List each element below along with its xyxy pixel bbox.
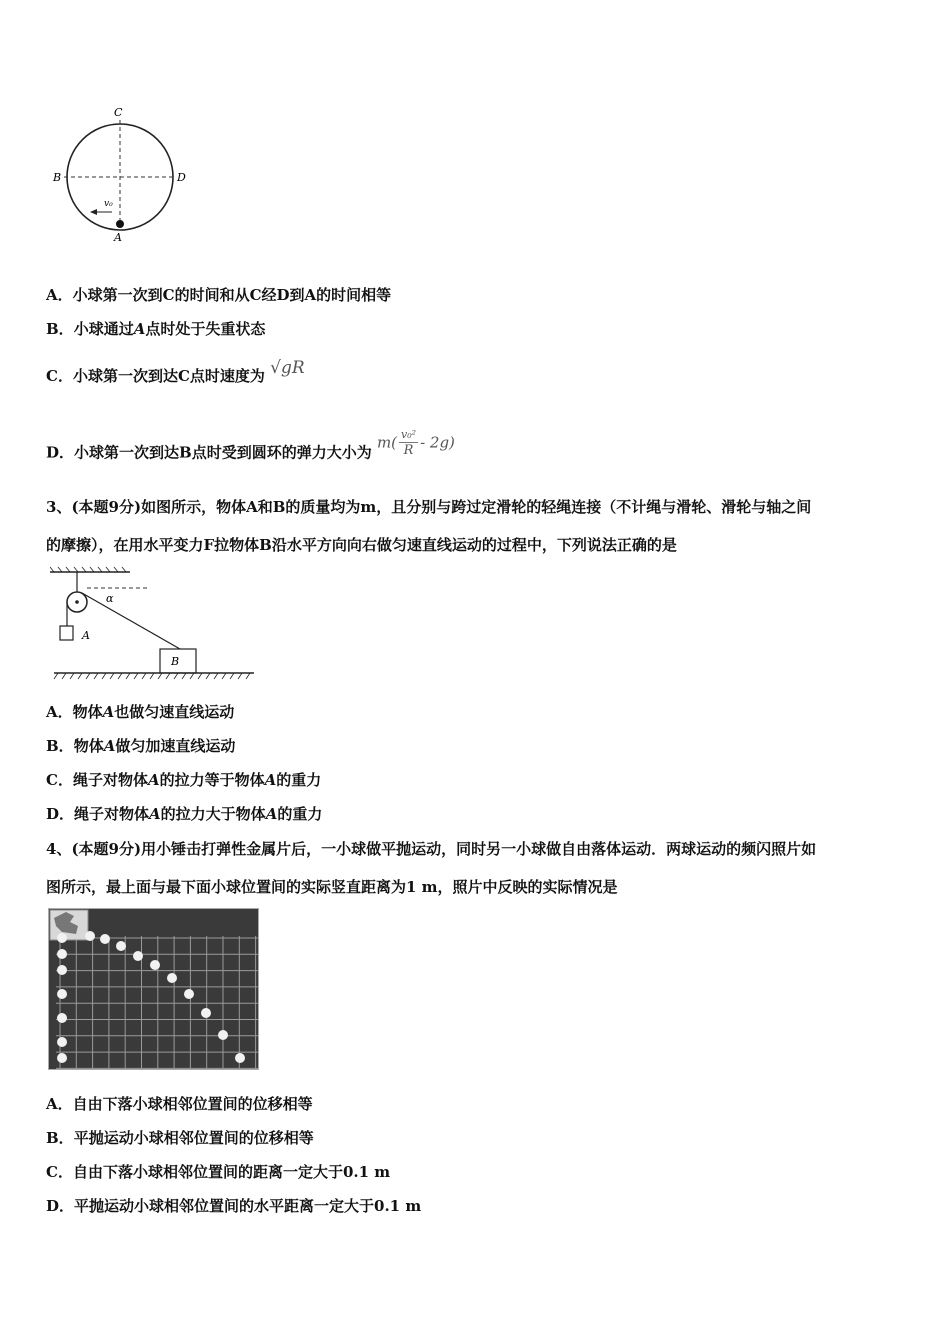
label-a: A: [114, 231, 122, 244]
label-b: B: [53, 171, 62, 184]
free-fall-ball: [57, 965, 67, 975]
velocity-arrowhead: [90, 209, 97, 215]
label-c: C: [114, 106, 123, 119]
projectile-ball: [85, 931, 95, 941]
pulley-axle: [75, 600, 79, 604]
projectile-ball: [201, 1008, 211, 1018]
q4-option-a: A．自由下落小球相邻位置间的位移相等: [46, 1095, 313, 1113]
free-fall-ball: [57, 949, 67, 959]
projectile-ball: [235, 1053, 245, 1063]
q4-option-c: C．自由下落小球相邻位置间的距离一定大于0.1 m: [46, 1163, 391, 1181]
block-a: [60, 626, 73, 640]
circle-figure: [50, 102, 200, 252]
q2-option-a: A．小球第一次到C的时间和从C经D到A的时间相等: [46, 286, 392, 304]
label-a: A: [82, 629, 90, 642]
q2-option-d: D．小球第一次到达B点时受到圆环的弹力大小为 m( v₀² R - 2g): [46, 428, 455, 462]
label-d: D: [177, 171, 186, 184]
ball: [116, 220, 124, 228]
spring-force-formula: m( v₀² R - 2g): [376, 428, 455, 458]
free-fall-ball: [57, 1037, 67, 1047]
rope-to-b: [82, 593, 180, 649]
angle-alpha: α: [106, 592, 114, 605]
pulley-figure: [50, 566, 260, 686]
q2-option-c: C．小球第一次到达C点时速度为 √gR: [46, 358, 305, 385]
projectile-ball: [150, 960, 160, 970]
projectile-ball: [133, 951, 143, 961]
free-fall-ball: [57, 989, 67, 999]
free-fall-ball: [57, 1013, 67, 1023]
label-v0: v₀: [104, 199, 113, 209]
sqrt-gr-formula: √gR: [270, 358, 305, 378]
q4-option-b: B．平抛运动小球相邻位置间的位移相等: [46, 1129, 314, 1147]
q3-option-b: B．物体A做匀加速直线运动: [46, 737, 236, 755]
q3-option-a: A．物体A也做匀速直线运动: [46, 703, 235, 721]
projectile-ball: [184, 989, 194, 999]
q4-option-d: D．平抛运动小球相邻位置间的水平距离一定大于0.1 m: [46, 1197, 422, 1215]
strobe-photo: [48, 908, 259, 1070]
free-fall-ball: [57, 1053, 67, 1063]
free-fall-ball: [57, 933, 67, 943]
q3-option-d: D．绳子对物体A的拉力大于物体A的重力: [46, 805, 323, 823]
q4-stem: 4、(本题9分)用小锤击打弹性金属片后，一小球做平抛运动，同时另一小球做自由落体运动．两球运动的频闪照片如 图所示，最上面与最下面小球位置间的实际竖直距离为1 m，照片中反映的实际情况是: [46, 840, 817, 896]
projectile-ball: [218, 1030, 228, 1040]
q3-option-c: C．绳子对物体A的拉力等于物体A的重力: [46, 771, 322, 789]
q2-option-b: B．小球通过A点时处于失重状态: [46, 320, 266, 338]
projectile-ball: [167, 973, 177, 983]
q3-stem: 3、(本题9分)如图所示，物体A和B的质量均为m，且分别与跨过定滑轮的轻绳连接（不计绳与滑轮、滑轮与轴之间 的摩擦），在用水平变力F拉物体B沿水平方向向右做匀速直线运动的过程中，下列说法正确的是: [46, 498, 812, 554]
label-b: B: [171, 655, 180, 668]
projectile-ball: [116, 941, 126, 951]
projectile-ball: [100, 934, 110, 944]
